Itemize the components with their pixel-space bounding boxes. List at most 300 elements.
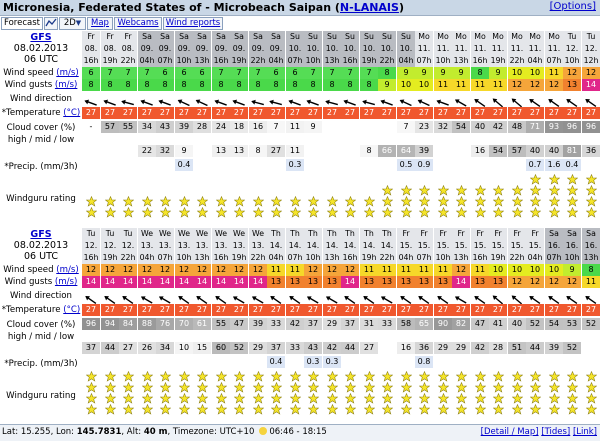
- star-icon: [419, 185, 430, 196]
- forecast-column-header: [212, 31, 230, 67]
- star-icon: [179, 196, 190, 207]
- wind-speed-cell: 8: [471, 67, 489, 79]
- star-icon: [493, 196, 504, 207]
- tab-2d[interactable]: [59, 17, 86, 30]
- star-icon: [549, 196, 560, 207]
- unit-link[interactable]: (°C): [63, 108, 81, 118]
- column-date: 15.: [436, 241, 450, 250]
- row-label-precip: [0, 162, 82, 173]
- wind-speed-cell: 9: [397, 67, 415, 79]
- label-text: Wind gusts: [4, 277, 53, 287]
- spot-code-link[interactable]: N-LANAIS: [339, 1, 399, 14]
- precip-cell: [341, 159, 359, 171]
- wind-speed-cell: 12: [138, 264, 156, 276]
- cloud-low-cell: [378, 342, 396, 354]
- column-hour: 19h: [231, 253, 247, 262]
- label-text: Windguru rating: [6, 194, 76, 204]
- windguru-rating-cell: [138, 370, 156, 416]
- windguru-rating-cell: [397, 173, 415, 219]
- precip-cell: [378, 159, 396, 171]
- temperature-cell: 27: [249, 304, 267, 316]
- cloud-mid-cell: [286, 330, 304, 342]
- cloud-high-cell: 42: [489, 121, 507, 133]
- detail-map-link[interactable]: [Detail / Map]: [480, 427, 539, 437]
- temperature-cell: 27: [526, 304, 544, 316]
- cloud-mid-cell: [378, 133, 396, 145]
- cloud-high-cell: 31: [360, 318, 378, 330]
- wind-direction-arrow-icon: [156, 94, 174, 106]
- wind-gust-cell: 8: [267, 79, 285, 91]
- forecast-column-header: [434, 31, 452, 67]
- cloud-mid-cell: [175, 330, 193, 342]
- precip-cell: [582, 356, 600, 368]
- star-icon: [271, 196, 282, 207]
- windguru-rating-cell: [267, 370, 285, 416]
- star-icon: [271, 207, 282, 218]
- star-icon: [549, 382, 560, 393]
- temperature-cell: 27: [175, 304, 193, 316]
- column-day: Su: [290, 32, 300, 41]
- cloud-low-cell: 27: [267, 145, 285, 157]
- cloud-low-cell: 13: [212, 145, 230, 157]
- forecast-column-header: [119, 31, 137, 67]
- windguru-rating-cell: [434, 370, 452, 416]
- precip-cell: [471, 356, 489, 368]
- wind-gust-cell: 8: [101, 79, 119, 91]
- star-icon: [438, 196, 449, 207]
- column-date: 16.: [584, 241, 598, 250]
- wind-direction-arrow-icon: [82, 94, 100, 106]
- column-date: 08.: [84, 44, 98, 53]
- windguru-rating-cell: [138, 173, 156, 219]
- wind-gust-cell: 14: [119, 276, 137, 288]
- star-icon: [512, 382, 523, 393]
- column-day: Sa: [216, 32, 226, 41]
- tab-forecast[interactable]: Forecast: [1, 17, 43, 30]
- star-icon: [197, 196, 208, 207]
- temperature-cell: 27: [82, 304, 100, 316]
- forecast-column-header: [415, 31, 433, 67]
- tab-wind-reports[interactable]: Wind reports: [163, 17, 223, 30]
- wind-speed-cell: 11: [267, 264, 285, 276]
- column-date: 11.: [510, 44, 524, 53]
- title-bar: [0, 0, 600, 16]
- column-hour: 22h: [509, 56, 525, 65]
- cloud-high-cell: 29: [323, 318, 341, 330]
- forecast-column-header: [545, 31, 563, 67]
- column-date: 09.: [158, 44, 172, 53]
- column-date: 09.: [195, 44, 209, 53]
- line-chart-icon: [45, 18, 57, 28]
- star-icon: [493, 371, 504, 382]
- precip-cell: 0.4: [563, 159, 581, 171]
- cloud-low-cell: 39: [415, 145, 433, 157]
- cloud-mid-cell: [563, 133, 581, 145]
- forecast-column-header: [249, 228, 267, 264]
- wind-gust-cell: 12: [545, 276, 563, 288]
- cloud-high-cell: 47: [471, 318, 489, 330]
- windguru-rating-cell: [582, 370, 600, 416]
- star-icon: [419, 371, 430, 382]
- star-icon: [179, 404, 190, 415]
- wind-gust-cell: 12: [563, 276, 581, 288]
- star-icon: [530, 185, 541, 196]
- cloud-high-cell: 58: [397, 318, 415, 330]
- tab-bar: [0, 17, 600, 31]
- wind-gust-cell: 8: [119, 79, 137, 91]
- page-title: Micronesia, Federated States of - Microbeach Saipan (N-LANAIS): [3, 1, 404, 14]
- row-label-rating: [0, 194, 82, 205]
- column-day: Th: [364, 229, 374, 238]
- wind-direction-arrow-icon: [286, 291, 304, 303]
- star-icon: [401, 404, 412, 415]
- temperature-cell: 27: [138, 107, 156, 119]
- wind-speed-cell: 6: [193, 67, 211, 79]
- star-icon: [382, 207, 393, 218]
- wind-speed-cell: 11: [434, 264, 452, 276]
- coords-prefix: Lat: 15.255, Lon:: [2, 427, 77, 437]
- model-info: [0, 229, 82, 262]
- forecast-column-header: [212, 228, 230, 264]
- star-icon: [512, 393, 523, 404]
- row-label-temperature: [0, 305, 82, 316]
- star-icon: [438, 371, 449, 382]
- column-hour: 04h: [527, 253, 543, 262]
- star-icon: [345, 393, 356, 404]
- windguru-rating-cell: [156, 370, 174, 416]
- forecast-column-header: [563, 31, 581, 67]
- star-icon: [382, 196, 393, 207]
- precip-cell: [119, 159, 137, 171]
- wind-direction-arrow-icon: [286, 94, 304, 106]
- windguru-rating-cell: [378, 370, 396, 416]
- temperature-cell: 27: [323, 304, 341, 316]
- star-icon: [493, 207, 504, 218]
- row-label-wind-gusts: [0, 80, 82, 91]
- wind-speed-cell: 12: [82, 264, 100, 276]
- cloud-high-cell: 84: [119, 318, 137, 330]
- cloud-mid-cell: [341, 330, 359, 342]
- wind-speed-cell: 6: [156, 67, 174, 79]
- column-hour: 16h: [83, 253, 99, 262]
- cloud-high-cell: 55: [212, 318, 230, 330]
- wind-direction-arrow-icon: [545, 94, 563, 106]
- wind-gust-cell: 10: [397, 79, 415, 91]
- temperature-cell: 27: [249, 107, 267, 119]
- column-hour: 10h: [435, 56, 451, 65]
- windguru-rating-cell: [471, 370, 489, 416]
- cloud-high-cell: 54: [452, 121, 470, 133]
- star-icon: [567, 196, 578, 207]
- wind-gust-cell: 12: [545, 79, 563, 91]
- cloud-high-cell: 71: [526, 121, 544, 133]
- column-date: 09.: [269, 44, 283, 53]
- star-icon: [364, 393, 375, 404]
- column-hour: 22h: [120, 56, 136, 65]
- unit-link[interactable]: (m/s): [56, 265, 79, 275]
- cloud-mid-cell: [582, 133, 600, 145]
- column-day: Mo: [474, 32, 486, 41]
- column-day: Sa: [253, 32, 263, 41]
- cloud-low-cell: 29: [434, 342, 452, 354]
- forecast-column-header: [249, 31, 267, 67]
- column-hour: 22h: [509, 253, 525, 262]
- wind-gust-cell: 8: [212, 79, 230, 91]
- column-date: 09.: [232, 44, 246, 53]
- row-label-wind-direction: [0, 94, 82, 105]
- column-date: 08.: [121, 44, 135, 53]
- windguru-rating-cell: [545, 370, 563, 416]
- column-date: 14.: [269, 241, 283, 250]
- wind-direction-arrow-icon: [267, 291, 285, 303]
- star-icon: [290, 207, 301, 218]
- cloud-mid-cell: [230, 330, 248, 342]
- wind-direction-arrow-icon: [545, 291, 563, 303]
- column-date: 15.: [491, 241, 505, 250]
- windguru-rating-cell: [193, 370, 211, 416]
- forecast-column-header: [360, 31, 378, 67]
- precip-cell: [526, 356, 544, 368]
- model-link[interactable]: GFS: [30, 229, 52, 240]
- column-date: 15.: [528, 241, 542, 250]
- star-icon: [123, 207, 134, 218]
- tab-chart[interactable]: [44, 17, 58, 30]
- star-icon: [290, 393, 301, 404]
- run-date: 08.02.2013: [13, 43, 69, 54]
- column-date: 16.: [565, 241, 579, 250]
- tides-link[interactable]: [Tides]: [541, 427, 571, 437]
- precip-cell: [193, 159, 211, 171]
- star-icon: [179, 393, 190, 404]
- star-icon: [160, 404, 171, 415]
- tab-map[interactable]: Map: [87, 17, 113, 30]
- wind-direction-arrow-icon: [397, 94, 415, 106]
- column-hour: 10h: [435, 253, 451, 262]
- cloud-mid-cell: [323, 330, 341, 342]
- wind-gust-cell: 8: [249, 79, 267, 91]
- cloud-high-cell: 41: [489, 318, 507, 330]
- star-icon: [567, 207, 578, 218]
- star-icon: [493, 393, 504, 404]
- column-day: Fr: [106, 32, 114, 41]
- cloud-low-cell: 64: [397, 145, 415, 157]
- column-date: 12.: [84, 241, 98, 250]
- column-hour: 22h: [120, 253, 136, 262]
- cloud-high-cell: 96: [582, 121, 600, 133]
- star-icon: [216, 404, 227, 415]
- cloud-mid-cell: [138, 330, 156, 342]
- precip-cell: [101, 356, 119, 368]
- column-hour: 19h: [102, 56, 118, 65]
- forecast-column-header: [82, 228, 100, 264]
- wind-gust-cell: 12: [526, 79, 544, 91]
- star-icon: [179, 207, 190, 218]
- unit-link[interactable]: (m/s): [56, 68, 79, 78]
- forecast-column-header: [397, 228, 415, 264]
- column-day: Fr: [476, 229, 484, 238]
- forecast-column-header: [341, 31, 359, 67]
- cloud-high-cell: 39: [175, 121, 193, 133]
- column-date: 14.: [362, 241, 376, 250]
- windguru-rating-cell: [508, 370, 526, 416]
- precip-cell: [323, 159, 341, 171]
- forecast-column-header: [230, 228, 248, 264]
- wind-speed-cell: 8: [378, 67, 396, 79]
- windguru-rating-cell: [230, 370, 248, 416]
- wind-gust-cell: 8: [360, 79, 378, 91]
- column-date: 12.: [584, 44, 598, 53]
- wind-gust-cell: 8: [304, 79, 322, 91]
- cloud-low-cell: 8: [360, 145, 378, 157]
- link-link[interactable]: [Link]: [572, 427, 597, 437]
- star-icon: [197, 371, 208, 382]
- temperature-cell: 27: [193, 107, 211, 119]
- precip-cell: [489, 159, 507, 171]
- column-date: 11.: [491, 44, 505, 53]
- location-info: [2, 425, 327, 440]
- column-date: 08.: [103, 44, 117, 53]
- star-icon: [456, 185, 467, 196]
- star-icon: [549, 207, 560, 218]
- wind-direction-arrow-icon: [508, 94, 526, 106]
- wind-gust-cell: 13: [286, 276, 304, 288]
- cloud-mid-cell: [471, 330, 489, 342]
- wind-speed-cell: 7: [304, 67, 322, 79]
- column-day: Fr: [87, 32, 95, 41]
- temperature-cell: 27: [397, 107, 415, 119]
- windguru-rating-cell: [212, 173, 230, 219]
- precip-cell: [489, 356, 507, 368]
- wind-speed-cell: 10: [545, 264, 563, 276]
- column-day: Th: [290, 229, 300, 238]
- column-hour: 07h: [546, 56, 562, 65]
- column-hour: 10h: [176, 253, 192, 262]
- star-icon: [345, 404, 356, 415]
- wind-direction-arrow-icon: [341, 291, 359, 303]
- wind-gust-cell: 14: [249, 276, 267, 288]
- temperature-cell: 27: [545, 107, 563, 119]
- column-day: Su: [382, 32, 392, 41]
- column-hour: 07h: [546, 253, 562, 262]
- precip-cell: [82, 356, 100, 368]
- column-date: 16.: [547, 241, 561, 250]
- temperature-cell: 27: [267, 304, 285, 316]
- column-date: 10.: [343, 44, 357, 53]
- star-icon: [142, 207, 153, 218]
- wind-speed-cell: 12: [582, 67, 600, 79]
- star-icon: [530, 371, 541, 382]
- wind-direction-arrow-icon: [193, 291, 211, 303]
- run-time: 06 UTC: [24, 251, 58, 262]
- cloud-mid-cell: [230, 133, 248, 145]
- column-hour: 22h: [250, 253, 266, 262]
- forecast-column-header: [101, 31, 119, 67]
- cloud-mid-cell: [82, 330, 100, 342]
- model-link[interactable]: GFS: [30, 32, 52, 43]
- star-icon: [586, 196, 597, 207]
- windguru-rating-cell: [360, 173, 378, 219]
- forecast-column-header: [508, 31, 526, 67]
- wind-direction-arrow-icon: [434, 94, 452, 106]
- forecast-table: [0, 228, 600, 418]
- cloud-low-cell: 26: [138, 342, 156, 354]
- wind-direction-arrow-icon: [304, 94, 322, 106]
- unit-link[interactable]: (°C): [63, 305, 81, 315]
- star-icon: [345, 371, 356, 382]
- wind-direction-arrow-icon: [230, 291, 248, 303]
- label-text: Wind direction: [10, 94, 72, 104]
- cloud-mid-cell: [526, 330, 544, 342]
- cloud-mid-cell: [508, 330, 526, 342]
- windguru-rating-cell: [267, 173, 285, 219]
- temperature-cell: 27: [563, 304, 581, 316]
- star-icon: [105, 393, 116, 404]
- wind-speed-cell: 12: [101, 264, 119, 276]
- column-date: 13.: [140, 241, 154, 250]
- precip-cell: [545, 356, 563, 368]
- column-date: 11.: [417, 44, 431, 53]
- star-icon: [456, 196, 467, 207]
- wind-speed-cell: 7: [230, 67, 248, 79]
- temperature-cell: 27: [82, 107, 100, 119]
- star-icon: [401, 196, 412, 207]
- cloud-mid-cell: [249, 330, 267, 342]
- cloud-mid-cell: [545, 133, 563, 145]
- star-icon: [142, 371, 153, 382]
- forecast-column-header: [526, 228, 544, 264]
- cloud-low-cell: [101, 145, 119, 157]
- tab-webcams[interactable]: Webcams: [114, 17, 162, 30]
- star-icon: [345, 382, 356, 393]
- windguru-rating-cell: [526, 173, 544, 219]
- windguru-rating-cell: [360, 370, 378, 416]
- forecast-column-header: [267, 228, 285, 264]
- windguru-rating-cell: [489, 370, 507, 416]
- cloud-high-cell: 16: [249, 121, 267, 133]
- star-icon: [253, 382, 264, 393]
- star-icon: [308, 371, 319, 382]
- cloud-low-cell: [82, 145, 100, 157]
- column-date: 14.: [380, 241, 394, 250]
- options-link[interactable]: [Options]: [549, 1, 596, 12]
- star-icon: [253, 371, 264, 382]
- unit-link[interactable]: (m/s): [54, 277, 78, 287]
- temperature-cell: 27: [175, 107, 193, 119]
- star-icon: [438, 382, 449, 393]
- forecast-column-header: [230, 31, 248, 67]
- windguru-rating-cell: [286, 173, 304, 219]
- unit-link[interactable]: (m/s): [54, 80, 78, 90]
- star-icon: [123, 393, 134, 404]
- temperature-cell: 27: [434, 107, 452, 119]
- precip-cell: 1.6: [545, 159, 563, 171]
- temperature-cell: 27: [286, 304, 304, 316]
- wind-direction-arrow-icon: [323, 94, 341, 106]
- wind-speed-cell: 12: [230, 264, 248, 276]
- star-icon: [123, 371, 134, 382]
- star-icon: [549, 185, 560, 196]
- star-icon: [216, 196, 227, 207]
- star-icon: [567, 404, 578, 415]
- wind-gust-cell: 14: [341, 276, 359, 288]
- cloud-low-cell: 27: [360, 342, 378, 354]
- precip-cell: [249, 356, 267, 368]
- cloud-low-cell: 13: [230, 145, 248, 157]
- star-icon: [86, 371, 97, 382]
- label-text: high / mid / low: [7, 135, 75, 145]
- column-day: We: [177, 229, 191, 238]
- column-day: Tu: [86, 229, 96, 238]
